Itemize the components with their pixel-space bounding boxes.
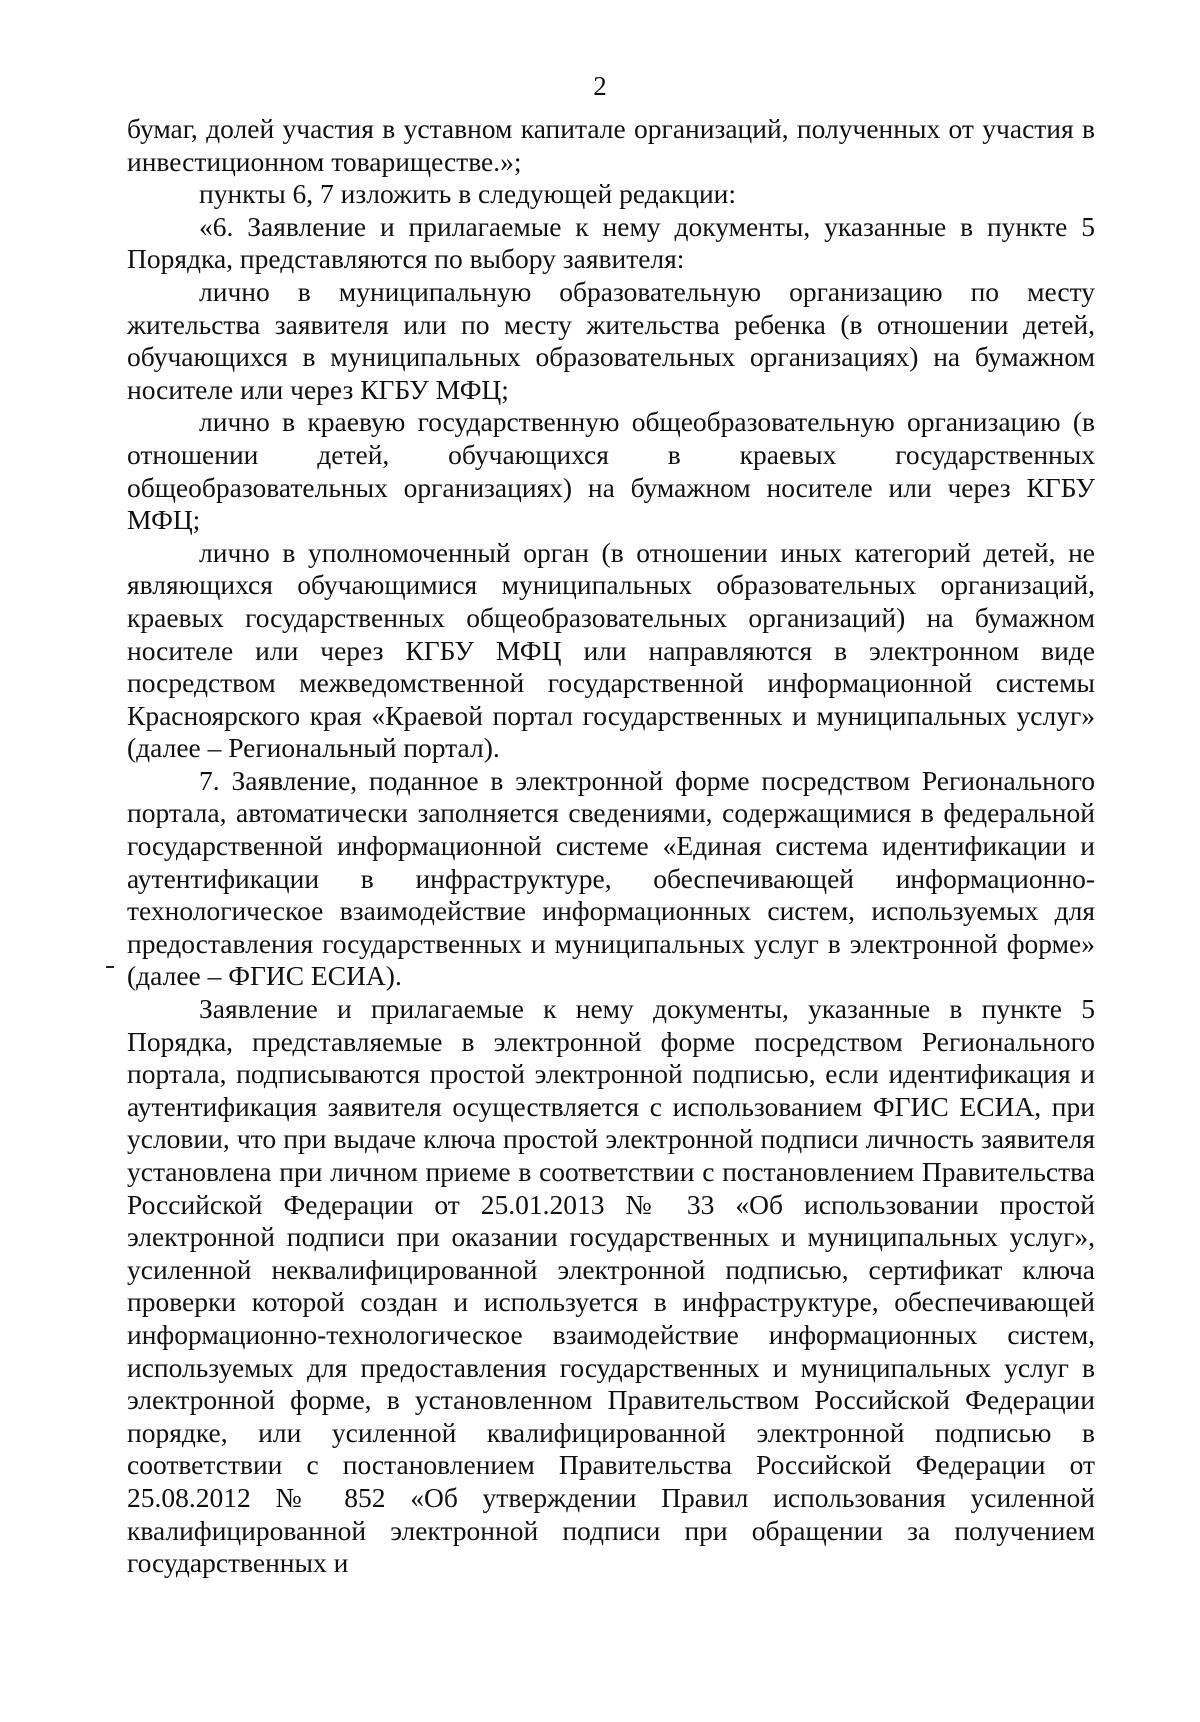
paragraph-continuation: бумаг, долей участия в уставном капитале организаций, полученных от участия в инвестиционном товариществе.»;: [127, 113, 1095, 177]
paragraph-amendment-intro: пункты 6, 7 изложить в следующей редакции:: [199, 178, 737, 210]
paragraph-item-6: «6. Заявление и прилагаемые к нему документы, указанные в пункте 5 Порядка, представляются по выбору заявителя:: [127, 210, 1095, 275]
document-body: [127, 113, 1095, 1580]
paragraph-regional-organization: лично в краевую государственную общеобразовательную организацию (в отношении детей, обучающихся в краевых государственных общеобразовательных организациях) на бумажном носителе или через КГБУ МФЦ;: [127, 406, 1095, 536]
margin-mark: [106, 966, 114, 968]
paragraph-electronic-signature: Заявление и прилагаемые к нему документы, указанные в пункте 5 Порядка, представляемые в электронной форме посредством Регионального портала, подписываются простой электронной подписью, если идентификация и аутентификация заявителя осуществляется с использованием ФГИС ЕСИА, при условии, что при выдаче ключа простой электронной подписи личность заявителя установлена при личном приеме в соответствии с постановлением Правительства Российской Федерации от 25.01.2013 № 33 «Об использовании простой электронной подписи при оказании государственных и муниципальных услуг», усиленной неквалифицированной электронной подписью, сертификат ключа проверки которой создан и используется в инфраструктуре, обеспечивающей информационно-технологическое взаимодействие информационных систем, используемых для предоставления государственных и муниципальных услуг в электронной форме, в установленном Правительством Российской Федерации порядке, или усиленной квалифицированной электронной подписью в соответствии с постановлением Правительства Российской Федерации от 25.08.2012 № 852 «Об утверждении Правил использования усиленной квалифицированной электронной подписи при обращении за получением государственных и: [127, 993, 1095, 1579]
paragraph-authorized-body: лично в уполномоченный орган (в отношении иных категорий детей, не являющихся обучающимися муниципальных образовательных организаций, краевых государственных общеобразовательных организаций) на бумажном носителе или через КГБУ МФЦ или направляются в электронном виде посредством межведомственной государственной информационной системы Красноярского края «Краевой портал государственных и муниципальных услуг» (далее – Региональный портал).: [127, 536, 1095, 764]
paragraph-item-7: 7. Заявление, поданное в электронной форме посредством Регионального портала, автоматически заполняется сведениями, содержащимися в федеральной государственной информационной системе «Единая система идентификации и аутентификации в инфраструктуре, обеспечивающей информационно-технологическое взаимодействие информационных систем, используемых для предоставления государственных и муниципальных услуг в электронной форме» (далее – ФГИС ЕСИА).: [127, 764, 1095, 992]
paragraph-municipal-organization: лично в муниципальную образовательную организацию по месту жительства заявителя или по месту жительства ребенка (в отношении детей, обучающихся в муниципальных образовательных организациях) на бумажном носителе или через КГБУ МФЦ;: [127, 275, 1095, 405]
page-number: 2: [593, 71, 607, 101]
